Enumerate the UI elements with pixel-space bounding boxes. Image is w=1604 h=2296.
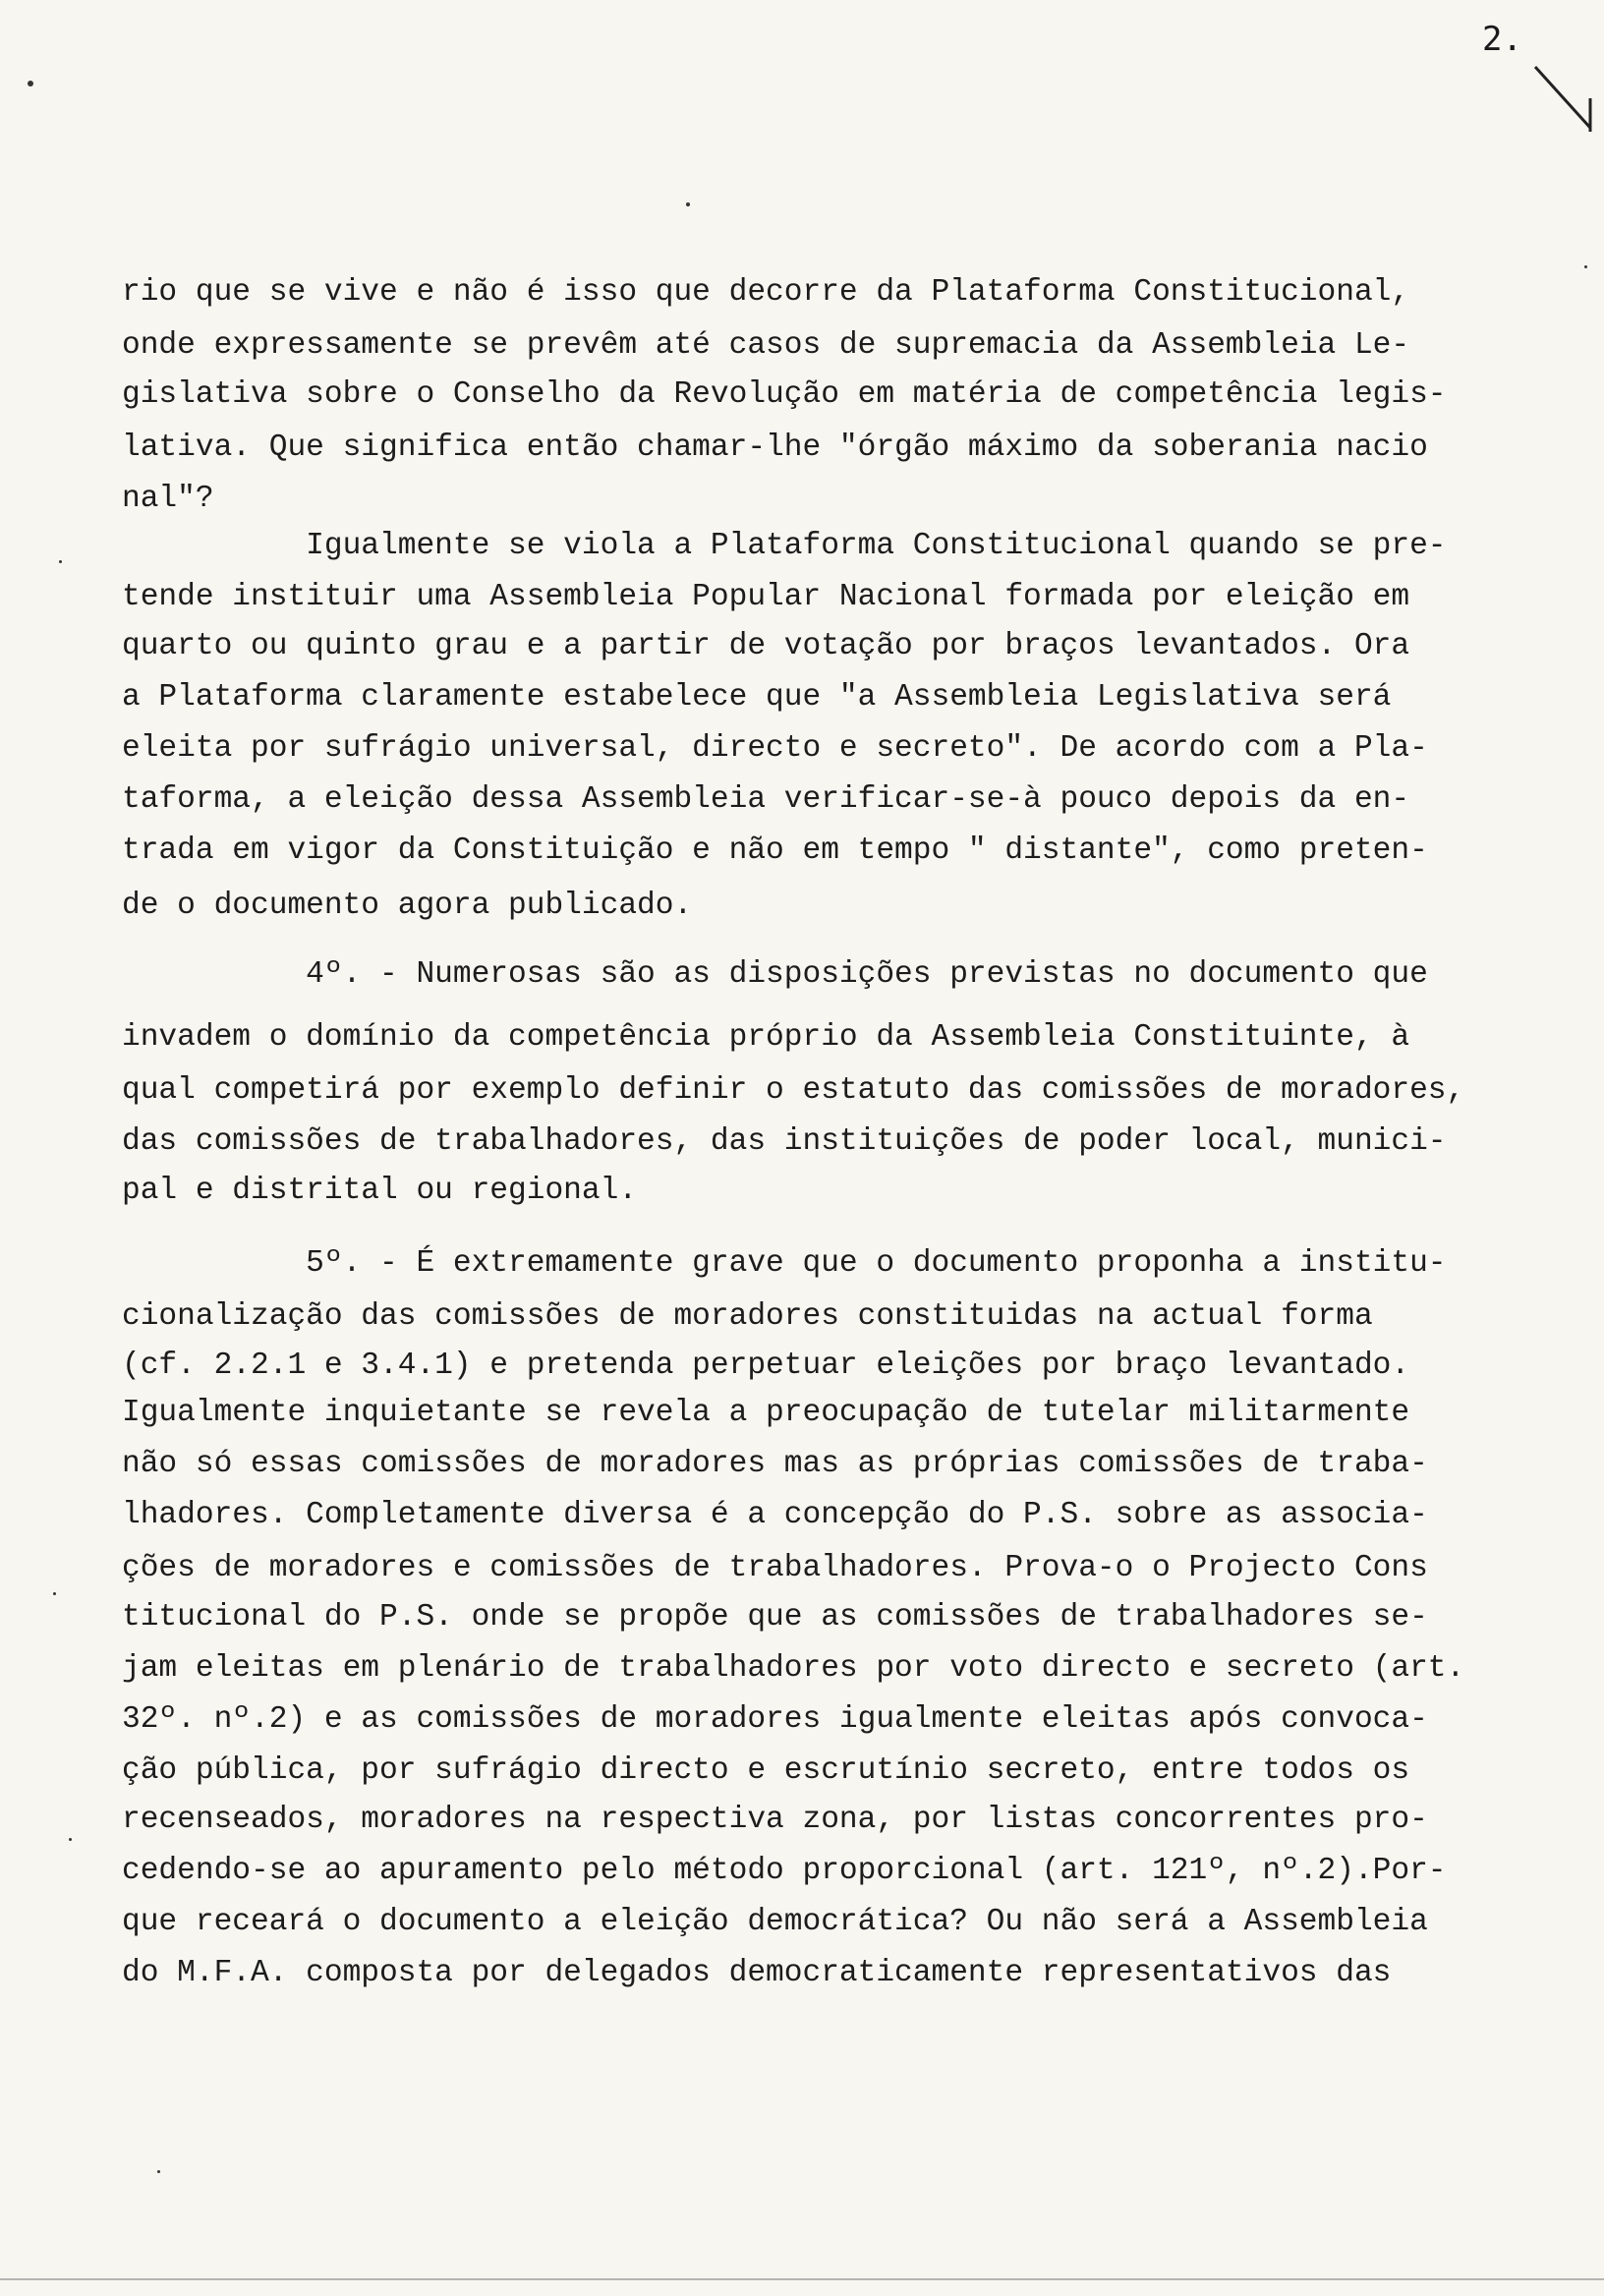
scan-speck — [1584, 265, 1587, 268]
text-line: cionalização das comissões de moradores constituidas na actual forma — [122, 1299, 1373, 1334]
scan-speck — [69, 1838, 72, 1841]
scan-speck — [157, 2170, 160, 2173]
text-line: pal e distrital ou regional. — [122, 1174, 638, 1208]
scan-speck — [59, 560, 62, 563]
text-line: tende instituir uma Assembleia Popular Nacional formada por eleição em — [122, 580, 1410, 614]
text-line: titucional do P.S. onde se propõe que as comissões de trabalhadores se- — [122, 1600, 1428, 1635]
text-line: invadem o domínio da competência próprio da Assembleia Constituinte, à — [122, 1020, 1410, 1055]
text-line: qual competirá por exemplo definir o estatuto das comissões de moradores, — [122, 1073, 1465, 1108]
text-line: jam eleitas em plenário de trabalhadores por voto directo e secreto (art. — [122, 1651, 1465, 1686]
text-line: eleita por sufrágio universal, directo e secreto". De acordo com a Pla- — [122, 731, 1428, 766]
text-line: quarto ou quinto grau e a partir de votação por braços levantados. Ora — [122, 629, 1410, 663]
text-line: (cf. 2.2.1 e 3.4.1) e pretenda perpetuar eleições por braço levantado. — [122, 1349, 1410, 1383]
corner-mark — [1533, 59, 1592, 138]
text-line: 32º. nº.2) e as comissões de moradores igualmente eleitas após convoca- — [122, 1702, 1428, 1737]
text-line: trada em vigor da Constituição e não em tempo " distante", como preten- — [122, 833, 1428, 868]
scan-edge — [0, 2278, 1604, 2280]
text-line: a Plataforma claramente estabelece que "a Assembleia Legislativa será — [122, 680, 1392, 715]
scan-speck — [53, 1592, 56, 1595]
text-line: gislativa sobre o Conselho da Revolução em matéria de competência legis- — [122, 377, 1447, 412]
text-line: cedendo-se ao apuramento pelo método proporcional (art. 121º, nº.2).Por- — [122, 1854, 1447, 1888]
text-line: recenseados, moradores na respectiva zona, por listas concorrentes pro- — [122, 1803, 1428, 1837]
page-number: 2. — [1482, 20, 1522, 59]
text-line: lativa. Que significa então chamar-lhe "órgão máximo da soberania nacio — [122, 430, 1428, 465]
text-line: das comissões de trabalhadores, das instituições de poder local, munici- — [122, 1124, 1447, 1159]
text-line: ções de moradores e comissões de trabalhadores. Prova-o o Projecto Cons — [122, 1551, 1428, 1585]
text-line: 4º. - Numerosas são as disposições previstas no documento que — [122, 957, 1428, 992]
text-line: de o documento agora publicado. — [122, 889, 693, 923]
scan-speck — [686, 202, 690, 206]
text-line: taforma, a eleição dessa Assembleia verificar-se-à pouco depois da en- — [122, 782, 1410, 817]
text-line: Igualmente se viola a Plataforma Constitucional quando se pre- — [122, 529, 1447, 563]
scan-speck — [28, 81, 33, 86]
text-line: 5º. - É extremamente grave que o documento proponha a institu- — [122, 1246, 1447, 1281]
text-line: Igualmente inquietante se revela a preocupação de tutelar militarmente — [122, 1396, 1410, 1430]
text-line: lhadores. Completamente diversa é a concepção do P.S. sobre as associa- — [122, 1498, 1428, 1532]
text-line: não só essas comissões de moradores mas as próprias comissões de traba- — [122, 1447, 1428, 1481]
text-line: rio que se vive e não é isso que decorre da Plataforma Constitucional, — [122, 275, 1410, 310]
text-line: ção pública, por sufrágio directo e escrutínio secreto, entre todos os — [122, 1753, 1410, 1788]
text-line: nal"? — [122, 482, 214, 516]
text-line: onde expressamente se prevêm até casos de supremacia da Assembleia Le- — [122, 328, 1410, 363]
text-line: que receará o documento a eleição democrática? Ou não será a Assembleia — [122, 1905, 1428, 1939]
text-line: do M.F.A. composta por delegados democraticamente representativos das — [122, 1956, 1392, 1990]
